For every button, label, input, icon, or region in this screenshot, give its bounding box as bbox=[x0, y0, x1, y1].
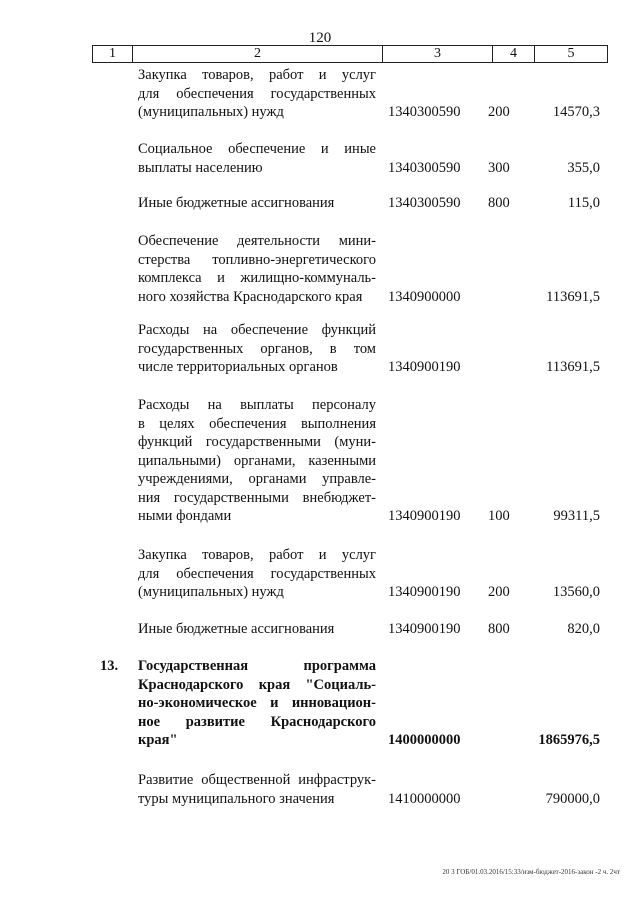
row-kind: 800 bbox=[488, 195, 510, 211]
description-line: комплекса и жилищно-коммуналь- bbox=[138, 270, 376, 286]
row-kind: 200 bbox=[488, 584, 510, 600]
row-amount: 113691,5 bbox=[546, 288, 600, 305]
description-line: Иные бюджетные ассигнования bbox=[138, 621, 335, 637]
row-description bbox=[138, 140, 376, 177]
description-line: Краснодарского края "Социаль- bbox=[138, 676, 376, 693]
header-col-5: 5 bbox=[567, 46, 575, 61]
description-line: Иные бюджетные ассигнования bbox=[138, 195, 335, 211]
description-line: числе территориальных органов bbox=[138, 359, 338, 375]
row-code: 1340900190 bbox=[388, 584, 461, 600]
description-line: Закупка товаров, работ и услуг bbox=[138, 547, 376, 563]
description-line: ными фондами bbox=[138, 508, 232, 524]
document-footer: 20 3 ГОБ/01.03.2016/15:33/изм-бюджет-2016-закон -2 ч. 2чт bbox=[442, 868, 620, 876]
page-number: 120 bbox=[308, 30, 332, 46]
row-code: 1340900190 bbox=[388, 508, 461, 524]
row-description bbox=[138, 321, 376, 377]
header-col-2: 2 bbox=[133, 46, 383, 62]
description-line: туры муниципального значения bbox=[138, 790, 335, 807]
description-line: ния государственными внебюджет- bbox=[138, 489, 376, 506]
description-line: функций государственными (муни- bbox=[138, 434, 376, 450]
row-code: 1340900000 bbox=[388, 288, 461, 305]
row-kind: 800 bbox=[488, 621, 510, 637]
description-line: учреждениями, органами управле- bbox=[138, 471, 376, 487]
description-line: Закупка товаров, работ и услуг bbox=[138, 67, 376, 83]
row-description bbox=[138, 66, 376, 122]
description-line: Государственная программа bbox=[138, 658, 376, 674]
description-line: Социальное обеспечение и иные bbox=[138, 141, 376, 157]
row-amount: 13560,0 bbox=[552, 584, 600, 600]
row-amount: 820,0 bbox=[567, 621, 600, 637]
row-amount: 113691,5 bbox=[546, 359, 600, 375]
description-line: Расходы на обеспечение функций bbox=[138, 322, 376, 338]
row-code: 1340900190 bbox=[388, 359, 461, 375]
description-line: для обеспечения государственных bbox=[138, 85, 376, 102]
row-code: 1410000000 bbox=[388, 790, 461, 807]
row-description bbox=[138, 396, 376, 526]
header-col-4: 4 bbox=[493, 46, 535, 62]
row-code: 1400000000 bbox=[388, 732, 461, 748]
description-line: государственных органов, в том bbox=[138, 340, 376, 357]
row-amount: 1865976,5 bbox=[538, 732, 600, 748]
row-description bbox=[138, 232, 376, 306]
description-line: ципальными) органами, казенными bbox=[138, 452, 376, 469]
row-kind: 200 bbox=[488, 104, 510, 120]
row-description bbox=[138, 194, 376, 213]
description-line: но-экономическое и инновацион- bbox=[138, 695, 376, 711]
header-col-3: 3 bbox=[383, 46, 493, 62]
description-line: для обеспечения государственных bbox=[138, 565, 376, 582]
description-line: края" bbox=[138, 732, 178, 748]
row-description bbox=[138, 546, 376, 602]
row-description bbox=[138, 771, 376, 808]
description-line: (муниципальных) нужд bbox=[138, 104, 284, 120]
row-code: 1340900190 bbox=[388, 621, 461, 637]
description-line: ное развитие Краснодарского bbox=[138, 713, 376, 730]
description-line: (муниципальных) нужд bbox=[138, 584, 284, 600]
description-line: Расходы на выплаты персоналу bbox=[138, 397, 376, 413]
row-number: 13. bbox=[100, 658, 119, 674]
row-kind: 100 bbox=[488, 508, 510, 524]
row-kind: 300 bbox=[488, 159, 510, 176]
row-amount: 99311,5 bbox=[553, 508, 600, 524]
row-amount: 790000,0 bbox=[545, 790, 600, 807]
row-amount: 115,0 bbox=[567, 195, 600, 211]
row-amount: 355,0 bbox=[567, 159, 600, 176]
description-line: стерства топливно-энергетического bbox=[138, 251, 376, 268]
table-header bbox=[92, 45, 608, 63]
row-code: 1340300590 bbox=[388, 104, 461, 120]
row-code: 1340300590 bbox=[388, 159, 461, 176]
description-line: выплаты населению bbox=[138, 159, 263, 176]
row-description bbox=[138, 657, 376, 750]
row-description bbox=[138, 620, 376, 639]
description-line: Обеспечение деятельности мини- bbox=[138, 233, 376, 249]
row-amount: 14570,3 bbox=[552, 104, 600, 120]
description-line: Развитие общественной инфраструк- bbox=[138, 772, 376, 788]
description-line: ного хозяйства Краснодарского края bbox=[138, 288, 363, 305]
row-code: 1340300590 bbox=[388, 195, 461, 211]
description-line: в целях обеспечения выполнения bbox=[138, 415, 376, 432]
header-col-1: 1 bbox=[93, 46, 133, 62]
